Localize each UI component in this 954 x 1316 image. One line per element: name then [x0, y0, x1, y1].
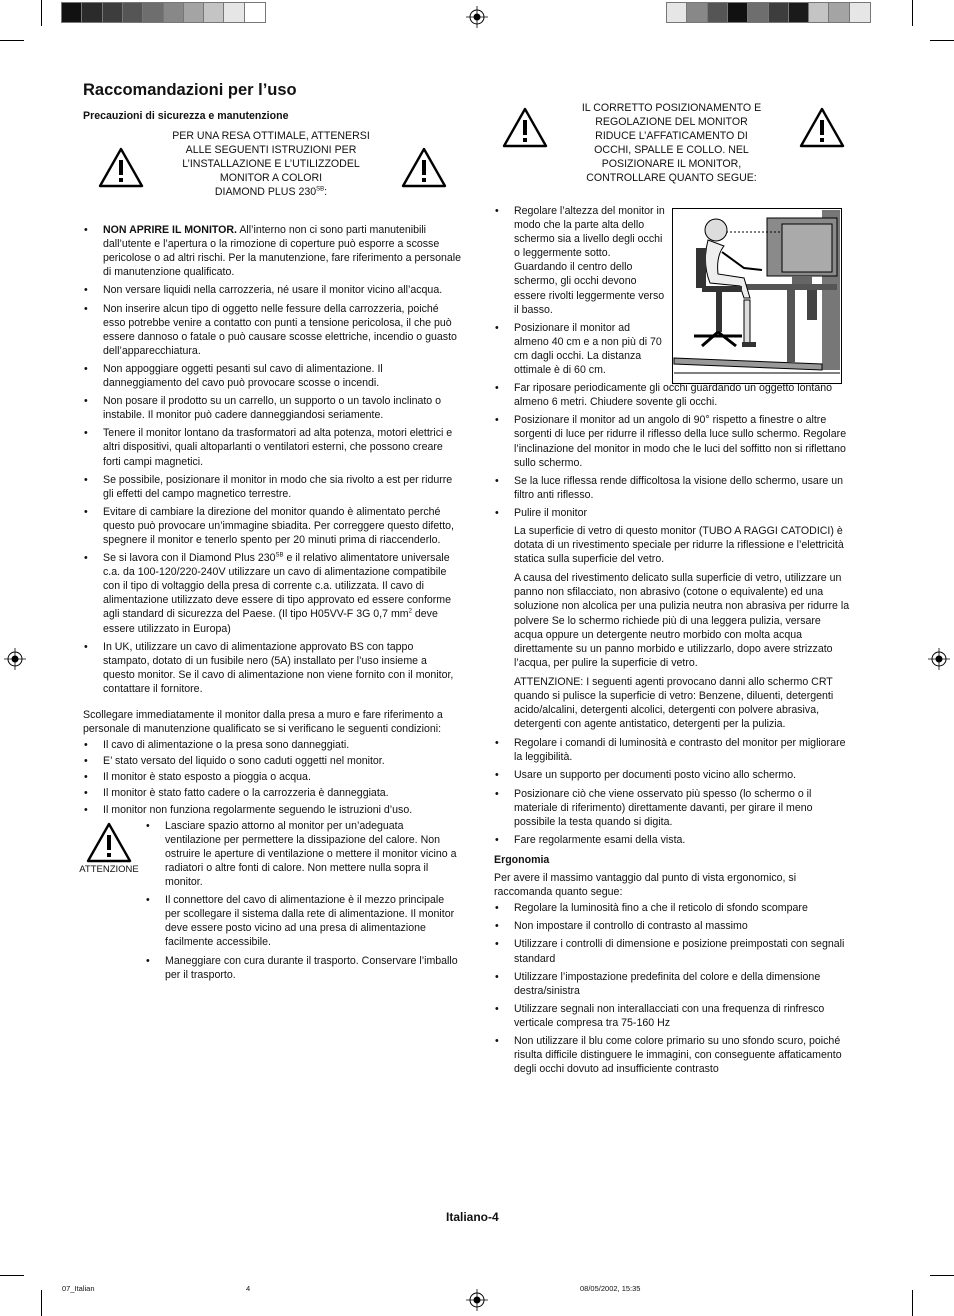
warning-line: REGOLAZIONE DEL MONITOR [595, 116, 748, 129]
bold-lead: NON APRIRE IL MONITOR. [103, 224, 237, 237]
item-text: e il relativo alimentatore universale c.a. da 100-120/220-240V utilizzare un cavo di alimentazione compatibile con il tipo di voltaggio della presa di corrente c.a. utilizzata. Il cavo di alimentazione utilizzato deve essere di tipo approvato ed essere conforme agli standard di sicurezza del Paese. (Il tipo H05VV-F 3G 0,7 mm [103, 552, 452, 621]
list-item: • Non appoggiare oggetti pesanti sul cavo di alimentazione. Il danneggiamento del cavo può provocare scosse o incendi. [83, 362, 461, 390]
list-item: • Il connettore del cavo di alimentazione è il mezzo principale per scollegare il sistema dalla rete di alimentazione. Il monitor deve essere posto vicino ad una presa di alimentazione facilmente accessibile. [145, 893, 461, 949]
registration-mark-icon [928, 648, 950, 670]
ergonomics-list [494, 901, 852, 1076]
warning-line: POSIZIONARE IL MONITOR, [601, 158, 742, 171]
warning-triangle-icon [799, 107, 845, 148]
warning-line: PER UNA RESA OTTIMALE, ATTENERSI [172, 130, 370, 143]
model-suffix: SB [316, 186, 325, 193]
list-item: • Il monitor non funziona regolarmente seguendo le istruzioni d’uso. [83, 803, 461, 817]
ergonomic-workstation-illustration [672, 208, 842, 384]
color-swatch [164, 3, 184, 22]
crop-mark [912, 0, 913, 26]
list-item: • Non utilizzare il blu come colore primario su uno sfondo scuro, poiché risulta difficile distinguere le immagini, con conseguente affaticamento degli occhi dovuto ad insufficiente contrasto [494, 1034, 852, 1076]
footer-date: 08/05/2002, 15:35 [580, 1284, 641, 1293]
left-column [79, 109, 462, 986]
paragraph: A causa del rivestimento delicato sulla superficie di vetro, utilizzare un panno non sfilacciato, non abrasivo (cotone o equivalente) ed una soluzione non alcolica per una pulizia neutra non abrasiva per ridurre la polvere Se lo schermo richiede più di una leggera pulizia, versare acqua oppure un detergente neutro morbido con molta acqua direttamente su un panno morbido e utilizzarlo, dopo avere strizzato l’acqua, per pulire la superficie di vetro. [514, 572, 850, 669]
warning-line: L’INSTALLAZIONE E L’UTILIZZODEL [182, 158, 360, 171]
list-item: • Fare regolarmente esami della vista. [494, 833, 852, 847]
crop-mark [41, 1290, 42, 1316]
list-item: • Se la luce riflessa rende difficoltosa la visione dello schermo, usare un filtro anti riflesso. [494, 474, 852, 502]
list-item [83, 223, 461, 279]
section-subtitle: Precauzioni di sicurezza e manutenzione [83, 110, 289, 122]
list-item: • Regolare l’altezza del monitor in modo che la parte alta dello schermo sia a livello degli occhi o leggermente sotto. Guardando il centro dello schermo, gli occhi devono essere rivolti leggermente verso il basso. [494, 204, 666, 317]
list-item: • Utilizzare segnali non interallacciati con una frequenza di rinfresco verticale compresa tra 75-160 Hz [494, 1002, 852, 1030]
paragraph: La superficie di vetro di questo monitor (TUBO A RAGGI CATODICI) è dotata di un rivestimento speciale per ridurre la riflessione e l’elettricità statica sulla superficie del vetro. [514, 524, 844, 566]
warning-triangle-icon [401, 147, 447, 188]
section-subtitle: Ergonomia [494, 853, 550, 866]
warning-text [554, 101, 789, 186]
color-swatch [789, 3, 809, 22]
warning-line: MONITOR A COLORI [219, 172, 323, 185]
paragraph: ATTENZIONE: I seguenti agenti provocano danni allo schermo CRT quando si pulisce la superficie di vetro: Benzene, diluenti, detergenti acido/alcalini, detergenti alcolici, detergenti con polvere abrasiva, detergenti con agente antistatico, detergenti per la pulizia. [514, 675, 834, 731]
superscript: 2 [408, 608, 412, 615]
color-swatch [728, 3, 748, 22]
item-text: deve essere utilizzato in Europa) [103, 608, 438, 635]
attention-list [145, 819, 461, 982]
list-item: • E’ stato versato del liquido o sono caduti oggetti nel monitor. [83, 754, 461, 768]
warning-block [494, 101, 852, 197]
list-item: • Non impostare il controllo di contrasto al massimo [494, 919, 852, 933]
footer-page: 4 [246, 1284, 251, 1293]
list-item: • Regolare i comandi di luminosità e contrasto del monitor per migliorare la leggibilità. [494, 736, 852, 764]
list-item: • Il cavo di alimentazione o la presa sono danneggiati. [83, 738, 461, 752]
page-number-label: Italiano-4 [446, 1210, 499, 1224]
list-item: • Se possibile, posizionare il monitor in modo che sia rivolto a est per ridurre gli effetti del campo magnetico terrestre. [83, 473, 461, 501]
warning-block [83, 129, 461, 219]
color-swatch [850, 3, 870, 22]
model-suffix: SB [275, 552, 284, 559]
list-item: • Maneggiare con cura durante il trasporto. Conservare l’imballo per il trasporto. [145, 954, 461, 982]
warning-line: RIDUCE L’AFFATICAMENTO DI [595, 130, 748, 143]
warning-line: ALLE SEGUENTI ISTRUZIONI PER [185, 144, 357, 157]
item-text: Se si lavora con il Diamond Plus 230 [103, 552, 276, 565]
color-swatch [245, 3, 265, 22]
list-item: • Posizionare il monitor ad almeno 40 cm e a non più di 70 cm dagli occhi. La distanza ottimale è di 60 cm. [494, 321, 666, 377]
list-item: • Evitare di cambiare la direzione del monitor quando è alimentato perché questo può provocare un’immagine sbiadita. Per correggere questo difetto, spegnere il monitor e tenerlo spento per 20 minuti prima di riaccenderlo. [83, 505, 461, 547]
footer-filename: 07_Italian [62, 1284, 95, 1293]
color-swatch [143, 3, 163, 22]
crop-mark [41, 0, 42, 26]
color-swatch [809, 3, 829, 22]
color-swatch [769, 3, 789, 22]
warning-triangle-icon [86, 822, 132, 863]
color-swatch [123, 3, 143, 22]
list-item: • Il monitor è stato fatto cadere o la carrozzeria è danneggiata. [83, 786, 461, 800]
crop-mark [0, 1275, 24, 1276]
warning-text [151, 129, 391, 199]
list-item: • Lasciare spazio attorno al monitor per un’adeguata ventilazione per permettere la dissipazione del calore. Non ostruire le aperture di ventilazione o mettere il monitor vicino a radiatori o altre fonti di calore. Non mettere nulla sopra il monitor. [145, 819, 461, 889]
safety-list [83, 223, 461, 696]
color-swatch [687, 3, 707, 22]
list-item: • Non posare il prodotto su un carrello, un supporto o un tavolo inclinato o instabile. Il monitor può cadere danneggiandosi seriamente. [83, 394, 461, 422]
model-name: DIAMOND PLUS 230 [214, 186, 317, 199]
paragraph: Per avere il massimo vantaggio dal punto di vista ergonomico, si raccomanda quanto segue: [494, 872, 797, 899]
warning-line: CONTROLLARE QUANTO SEGUE: [586, 172, 757, 185]
color-swatch [103, 3, 123, 22]
warning-line: IL CORRETTO POSIZIONAMENTO E [581, 102, 762, 114]
warning-line: OCCHI, SPALLE E COLLO. NEL [594, 144, 749, 157]
color-swatch [204, 3, 224, 22]
color-swatch [829, 3, 849, 22]
crop-mark [930, 1275, 954, 1276]
crop-mark [930, 40, 954, 41]
list-item: • Posizionare ciò che viene osservato più spesso (lo schermo o il materiale di riferimento) direttamente davanti, per girare il meno possibile la testa quando si digita. [494, 787, 852, 829]
list-item: • In UK, utilizzare un cavo di alimentazione approvato BS con tappo stampato, dotato di un fusibile nero (5A) installato per l’uso insieme a questo monitor. Se il cavo di alimentazione non viene fornito con il monitor, contattare il fornitore. [83, 640, 461, 696]
paragraph: Scollegare immediatamente il monitor dalla presa a muro e fare riferimento a personale di manutenzione qualificato se si verificano le seguenti condizioni: [83, 709, 443, 736]
list-item [83, 551, 461, 636]
registration-mark-icon [4, 648, 26, 670]
list-item: • Utilizzare i controlli di dimensione e posizione preimpostati con segnali standard [494, 937, 852, 965]
color-swatch [667, 3, 687, 22]
list-item: • Non versare liquidi nella carrozzeria, né usare il monitor vicino all’acqua. [83, 283, 461, 297]
right-column [494, 101, 852, 1080]
attention-label: ATTENZIONE [79, 863, 139, 875]
color-swatch [748, 3, 768, 22]
ergonomic-list-continued [494, 736, 852, 847]
color-swatch [224, 3, 244, 22]
list-item: • Tenere il monitor lontano da trasformatori ad alta potenza, motori elettrici e altri dispositivi, quali altoparlanti o ventilatori esterni, che possono creare forti campi magnetici. [83, 426, 461, 468]
warning-triangle-icon [98, 147, 144, 188]
crop-mark [0, 40, 24, 41]
list-item: • Regolare la luminosità fino a che il reticolo di sfondo scompare [494, 901, 852, 915]
color-swatch [184, 3, 204, 22]
list-item: • Usare un supporto per documenti posto vicino allo schermo. [494, 768, 852, 782]
conditions-list [83, 738, 461, 816]
registration-mark-icon [466, 1289, 488, 1311]
page-title: Raccomandazioni per l’uso [83, 81, 297, 99]
list-item: • Pulire il monitor [494, 506, 852, 520]
warning-colon: : [324, 186, 328, 199]
warning-line [151, 185, 391, 199]
crop-mark [912, 1290, 913, 1316]
list-item: • Far riposare periodicamente gli occhi guardando un oggetto lontano almeno 6 metri. Chiudere sovente gli occhi. [494, 381, 852, 409]
color-swatch [708, 3, 728, 22]
item-text: All’interno non ci sono parti manutenibili dall’utente e l’apertura o la rimozione di coperture può esporre a scosse pericolose o ad altri rischi. Per la manutenzione, fare riferimento a personale di manutenzione qualificato. [103, 224, 462, 279]
color-swatch [82, 3, 102, 22]
attention-block [79, 819, 461, 982]
list-item: • Posizionare il monitor ad un angolo di 90° rispetto a finestre o altre sorgenti di luce per ridurre il riflesso della luce sullo schermo. Regolare l’inclinazione del monitor in modo che le luci del soffitto non si riflettano sullo schermo. [494, 413, 852, 469]
warning-triangle-icon [502, 107, 548, 148]
list-item: • Non inserire alcun tipo di oggetto nelle fessure della carrozzeria, poiché esso potrebbe venire a contatto con punti a tensione pericolosa, il che può essere dannoso o fatale o può causare scosse elettriche, incendio o guasto dell’apparecchiatura. [83, 302, 461, 358]
color-swatch [62, 3, 82, 22]
list-item: • Utilizzare l’impostazione predefinita del colore e della dimensione destra/sinistra [494, 970, 852, 998]
registration-mark-icon [466, 6, 488, 28]
list-item: • Il monitor è stato esposto a pioggia o acqua. [83, 770, 461, 784]
